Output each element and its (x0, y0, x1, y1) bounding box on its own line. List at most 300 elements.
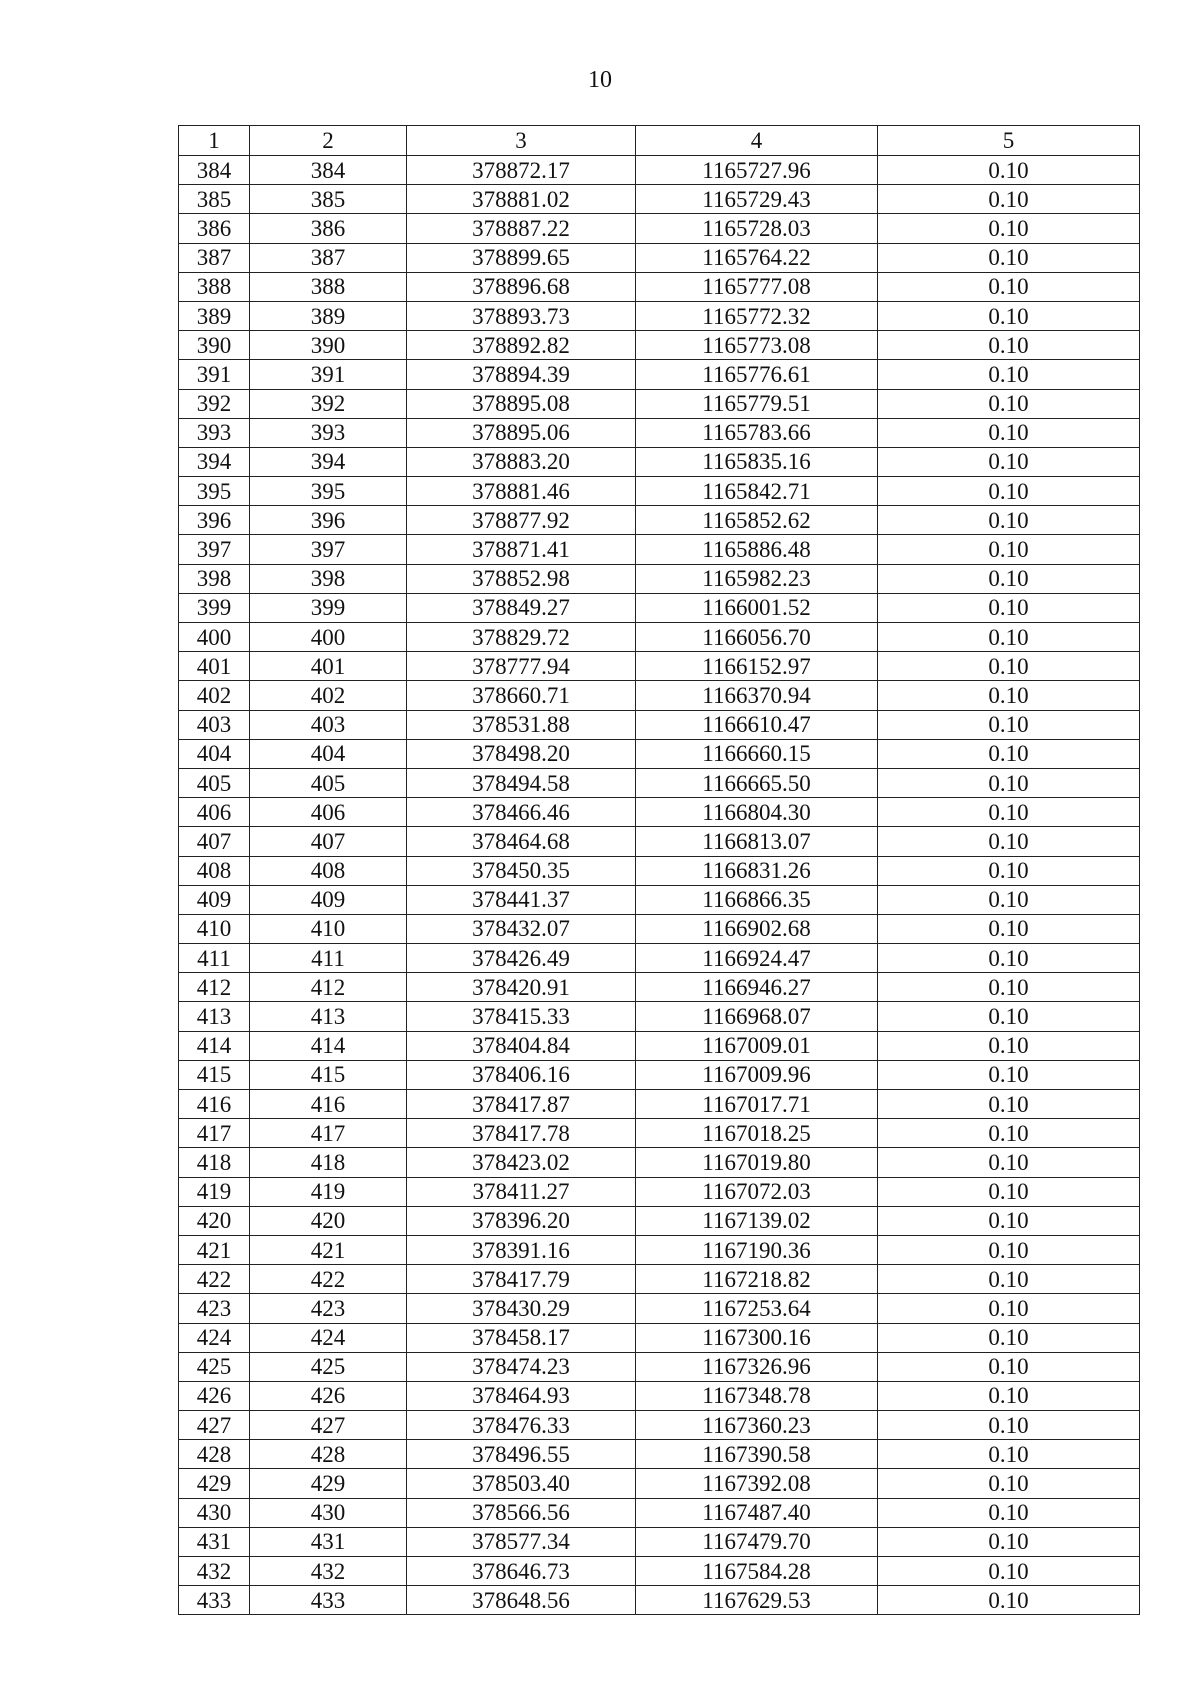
table-cell-col-1: 409 (179, 885, 250, 914)
table-cell-col-2: 416 (250, 1090, 407, 1119)
table-cell-col-3: 378464.93 (407, 1381, 636, 1410)
table-cell-col-2: 411 (250, 944, 407, 973)
table-cell-col-5: 0.10 (878, 1411, 1140, 1440)
table-cell-col-5: 0.10 (878, 710, 1140, 739)
table-cell-col-4: 1167139.02 (636, 1206, 878, 1235)
table-cell-col-2: 400 (250, 623, 407, 652)
table-cell-col-1: 428 (179, 1440, 250, 1469)
table-cell-col-1: 427 (179, 1411, 250, 1440)
table-cell-col-2: 417 (250, 1119, 407, 1148)
table-cell-col-2: 386 (250, 214, 407, 243)
table-cell-col-5: 0.10 (878, 185, 1140, 214)
table-cell-col-4: 1165773.08 (636, 331, 878, 360)
table-cell-col-5: 0.10 (878, 1469, 1140, 1498)
table-cell-col-1: 415 (179, 1060, 250, 1089)
table-row (179, 1177, 1140, 1206)
column-header-5: 5 (878, 126, 1140, 156)
table-row (179, 156, 1140, 185)
table-cell-col-1: 396 (179, 506, 250, 535)
table-cell-col-4: 1165779.51 (636, 389, 878, 418)
table-row (179, 243, 1140, 272)
table-cell-col-2: 418 (250, 1148, 407, 1177)
table-cell-col-2: 385 (250, 185, 407, 214)
table-cell-col-3: 378420.91 (407, 973, 636, 1002)
table-cell-col-4: 1167190.36 (636, 1235, 878, 1264)
table-cell-col-4: 1165852.62 (636, 506, 878, 535)
table-cell-col-1: 426 (179, 1381, 250, 1410)
table-cell-col-4: 1166056.70 (636, 623, 878, 652)
table-row (179, 973, 1140, 1002)
table-cell-col-3: 378899.65 (407, 243, 636, 272)
table-cell-col-5: 0.10 (878, 885, 1140, 914)
header-row (179, 126, 1140, 156)
table-cell-col-5: 0.10 (878, 1557, 1140, 1586)
table-row (179, 506, 1140, 535)
table-cell-col-1: 387 (179, 243, 250, 272)
table-cell-col-3: 378498.20 (407, 739, 636, 768)
table-cell-col-5: 0.10 (878, 360, 1140, 389)
table-cell-col-3: 378881.46 (407, 477, 636, 506)
table-row (179, 710, 1140, 739)
table-cell-col-4: 1167479.70 (636, 1527, 878, 1556)
table-cell-col-5: 0.10 (878, 1323, 1140, 1352)
table-cell-col-3: 378829.72 (407, 623, 636, 652)
table-cell-col-1: 413 (179, 1002, 250, 1031)
table-cell-col-2: 429 (250, 1469, 407, 1498)
table-row (179, 1498, 1140, 1527)
table-cell-col-4: 1166370.94 (636, 681, 878, 710)
column-header-4: 4 (636, 126, 878, 156)
table-cell-col-4: 1166152.97 (636, 652, 878, 681)
table-cell-col-1: 417 (179, 1119, 250, 1148)
table-cell-col-3: 378430.29 (407, 1294, 636, 1323)
table-cell-col-2: 410 (250, 914, 407, 943)
table-cell-col-4: 1165776.61 (636, 360, 878, 389)
table-cell-col-3: 378894.39 (407, 360, 636, 389)
table-row (179, 1060, 1140, 1089)
table-cell-col-5: 0.10 (878, 389, 1140, 418)
table-cell-col-5: 0.10 (878, 593, 1140, 622)
table-cell-col-2: 389 (250, 301, 407, 330)
table-cell-col-5: 0.10 (878, 623, 1140, 652)
table-cell-col-1: 391 (179, 360, 250, 389)
table-cell-col-5: 0.10 (878, 1119, 1140, 1148)
table-cell-col-3: 378466.46 (407, 798, 636, 827)
table-cell-col-5: 0.10 (878, 973, 1140, 1002)
table-cell-col-4: 1166804.30 (636, 798, 878, 827)
table-cell-col-5: 0.10 (878, 856, 1140, 885)
table-cell-col-2: 404 (250, 739, 407, 768)
table-cell-col-1: 403 (179, 710, 250, 739)
table-cell-col-2: 399 (250, 593, 407, 622)
table-cell-col-5: 0.10 (878, 1002, 1140, 1031)
table-row (179, 564, 1140, 593)
table-cell-col-4: 1167487.40 (636, 1498, 878, 1527)
table-cell-col-5: 0.10 (878, 1060, 1140, 1089)
table-cell-col-3: 378892.82 (407, 331, 636, 360)
table-cell-col-1: 422 (179, 1265, 250, 1294)
table-row (179, 1265, 1140, 1294)
table-row (179, 623, 1140, 652)
table-cell-col-4: 1167360.23 (636, 1411, 878, 1440)
table-cell-col-4: 1166660.15 (636, 739, 878, 768)
table-cell-col-1: 433 (179, 1586, 250, 1615)
table-cell-col-2: 394 (250, 447, 407, 476)
table-cell-col-5: 0.10 (878, 914, 1140, 943)
table-cell-col-4: 1165783.66 (636, 418, 878, 447)
table-cell-col-3: 378411.27 (407, 1177, 636, 1206)
table-cell-col-5: 0.10 (878, 1498, 1140, 1527)
table-cell-col-2: 391 (250, 360, 407, 389)
table-cell-col-3: 378404.84 (407, 1031, 636, 1060)
table-cell-col-4: 1166001.52 (636, 593, 878, 622)
table-cell-col-2: 420 (250, 1206, 407, 1235)
table-cell-col-1: 389 (179, 301, 250, 330)
table-cell-col-3: 378415.33 (407, 1002, 636, 1031)
table-cell-col-3: 378852.98 (407, 564, 636, 593)
table-cell-col-3: 378881.02 (407, 185, 636, 214)
table-cell-col-4: 1167017.71 (636, 1090, 878, 1119)
table-row (179, 739, 1140, 768)
table-cell-col-5: 0.10 (878, 1090, 1140, 1119)
table-row (179, 798, 1140, 827)
table-cell-col-2: 397 (250, 535, 407, 564)
table-cell-col-4: 1165835.16 (636, 447, 878, 476)
table-cell-col-2: 428 (250, 1440, 407, 1469)
table-cell-col-3: 378503.40 (407, 1469, 636, 1498)
page-number: 10 (588, 67, 612, 93)
table-cell-col-2: 425 (250, 1352, 407, 1381)
table-cell-col-5: 0.10 (878, 243, 1140, 272)
table-row (179, 1469, 1140, 1498)
table-cell-col-4: 1165842.71 (636, 477, 878, 506)
table-cell-col-1: 432 (179, 1557, 250, 1586)
table-cell-col-4: 1165727.96 (636, 156, 878, 185)
table-cell-col-1: 386 (179, 214, 250, 243)
table-cell-col-5: 0.10 (878, 1235, 1140, 1264)
table-cell-col-1: 405 (179, 768, 250, 797)
table-row (179, 214, 1140, 243)
table-cell-col-5: 0.10 (878, 418, 1140, 447)
table-cell-col-2: 414 (250, 1031, 407, 1060)
table-cell-col-1: 419 (179, 1177, 250, 1206)
table-cell-col-1: 425 (179, 1352, 250, 1381)
table-cell-col-3: 378426.49 (407, 944, 636, 973)
table-cell-col-4: 1165777.08 (636, 272, 878, 301)
table-row (179, 1557, 1140, 1586)
table-cell-col-2: 405 (250, 768, 407, 797)
table-cell-col-5: 0.10 (878, 739, 1140, 768)
table-cell-col-1: 407 (179, 827, 250, 856)
table-cell-col-2: 433 (250, 1586, 407, 1615)
table-cell-col-1: 423 (179, 1294, 250, 1323)
table-cell-col-5: 0.10 (878, 1265, 1140, 1294)
table-cell-col-3: 378872.17 (407, 156, 636, 185)
table-cell-col-2: 407 (250, 827, 407, 856)
table-row (179, 1527, 1140, 1556)
table-row (179, 593, 1140, 622)
table-row (179, 652, 1140, 681)
table-cell-col-3: 378474.23 (407, 1352, 636, 1381)
table-cell-col-4: 1167348.78 (636, 1381, 878, 1410)
table-cell-col-2: 390 (250, 331, 407, 360)
table-cell-col-4: 1167009.96 (636, 1060, 878, 1089)
table-cell-col-4: 1166968.07 (636, 1002, 878, 1031)
table-cell-col-2: 432 (250, 1557, 407, 1586)
table-cell-col-5: 0.10 (878, 652, 1140, 681)
table-cell-col-3: 378887.22 (407, 214, 636, 243)
coordinates-table (178, 125, 1140, 1615)
table-cell-col-1: 416 (179, 1090, 250, 1119)
table-row (179, 681, 1140, 710)
table-cell-col-5: 0.10 (878, 1381, 1140, 1410)
table-cell-col-4: 1167390.58 (636, 1440, 878, 1469)
table-cell-col-3: 378476.33 (407, 1411, 636, 1440)
table-cell-col-4: 1167253.64 (636, 1294, 878, 1323)
table-cell-col-5: 0.10 (878, 827, 1140, 856)
column-header-2: 2 (250, 126, 407, 156)
table-cell-col-5: 0.10 (878, 301, 1140, 330)
table-cell-col-3: 378423.02 (407, 1148, 636, 1177)
table-row (179, 389, 1140, 418)
table-cell-col-3: 378406.16 (407, 1060, 636, 1089)
table-row (179, 944, 1140, 973)
table-cell-col-3: 378450.35 (407, 856, 636, 885)
table-row (179, 418, 1140, 447)
table-cell-col-4: 1165728.03 (636, 214, 878, 243)
table-cell-col-2: 415 (250, 1060, 407, 1089)
table-cell-col-2: 408 (250, 856, 407, 885)
table-cell-col-3: 378877.92 (407, 506, 636, 535)
table-cell-col-4: 1167072.03 (636, 1177, 878, 1206)
table-row (179, 1323, 1140, 1352)
table-row (179, 447, 1140, 476)
table-cell-col-4: 1166902.68 (636, 914, 878, 943)
table-cell-col-4: 1167629.53 (636, 1586, 878, 1615)
table-cell-col-2: 427 (250, 1411, 407, 1440)
table-cell-col-3: 378646.73 (407, 1557, 636, 1586)
table-row (179, 827, 1140, 856)
table-cell-col-4: 1165886.48 (636, 535, 878, 564)
table-cell-col-4: 1166924.47 (636, 944, 878, 973)
table-cell-col-1: 384 (179, 156, 250, 185)
table-cell-col-5: 0.10 (878, 1177, 1140, 1206)
table-cell-col-4: 1167584.28 (636, 1557, 878, 1586)
table-cell-col-3: 378417.78 (407, 1119, 636, 1148)
table-cell-col-2: 387 (250, 243, 407, 272)
table-cell-col-3: 378849.27 (407, 593, 636, 622)
table-cell-col-3: 378391.16 (407, 1235, 636, 1264)
table-cell-col-3: 378432.07 (407, 914, 636, 943)
table-cell-col-5: 0.10 (878, 272, 1140, 301)
table-row (179, 535, 1140, 564)
table-cell-col-1: 408 (179, 856, 250, 885)
table-cell-col-2: 413 (250, 1002, 407, 1031)
table-cell-col-1: 412 (179, 973, 250, 1002)
table-cell-col-1: 388 (179, 272, 250, 301)
table-cell-col-5: 0.10 (878, 1352, 1140, 1381)
table-cell-col-5: 0.10 (878, 156, 1140, 185)
table-cell-col-4: 1167392.08 (636, 1469, 878, 1498)
table-row (179, 1119, 1140, 1148)
table-cell-col-4: 1166831.26 (636, 856, 878, 885)
table-cell-col-3: 378494.58 (407, 768, 636, 797)
table-cell-col-3: 378893.73 (407, 301, 636, 330)
table-cell-col-1: 394 (179, 447, 250, 476)
table-cell-col-5: 0.10 (878, 768, 1140, 797)
table-cell-col-3: 378417.79 (407, 1265, 636, 1294)
table-cell-col-5: 0.10 (878, 506, 1140, 535)
table-cell-col-1: 404 (179, 739, 250, 768)
table-cell-col-1: 429 (179, 1469, 250, 1498)
column-header-3: 3 (407, 126, 636, 156)
table-cell-col-2: 401 (250, 652, 407, 681)
table-cell-col-2: 423 (250, 1294, 407, 1323)
table-cell-col-4: 1167300.16 (636, 1323, 878, 1352)
table-cell-col-3: 378871.41 (407, 535, 636, 564)
table-cell-col-1: 398 (179, 564, 250, 593)
table-cell-col-1: 385 (179, 185, 250, 214)
table-cell-col-4: 1167019.80 (636, 1148, 878, 1177)
table-cell-col-1: 402 (179, 681, 250, 710)
table-cell-col-1: 401 (179, 652, 250, 681)
table-header (179, 126, 1140, 156)
table-row (179, 477, 1140, 506)
table-cell-col-5: 0.10 (878, 1527, 1140, 1556)
table-row (179, 885, 1140, 914)
table-cell-col-3: 378895.06 (407, 418, 636, 447)
table-cell-col-1: 424 (179, 1323, 250, 1352)
table-cell-col-4: 1165772.32 (636, 301, 878, 330)
table-cell-col-2: 398 (250, 564, 407, 593)
table-cell-col-2: 395 (250, 477, 407, 506)
table-cell-col-4: 1166665.50 (636, 768, 878, 797)
table-cell-col-3: 378464.68 (407, 827, 636, 856)
table-cell-col-2: 393 (250, 418, 407, 447)
table-body (179, 156, 1140, 1615)
table-cell-col-2: 396 (250, 506, 407, 535)
table-cell-col-4: 1167018.25 (636, 1119, 878, 1148)
table-cell-col-1: 420 (179, 1206, 250, 1235)
table-cell-col-4: 1165729.43 (636, 185, 878, 214)
table-row (179, 914, 1140, 943)
table-cell-col-4: 1166866.35 (636, 885, 878, 914)
table-cell-col-4: 1167009.01 (636, 1031, 878, 1060)
table-cell-col-4: 1165982.23 (636, 564, 878, 593)
table-cell-col-2: 384 (250, 156, 407, 185)
table-row (179, 360, 1140, 389)
table-cell-col-2: 426 (250, 1381, 407, 1410)
table-cell-col-3: 378896.68 (407, 272, 636, 301)
table-cell-col-2: 403 (250, 710, 407, 739)
table-row (179, 1002, 1140, 1031)
table-cell-col-3: 378417.87 (407, 1090, 636, 1119)
table-cell-col-3: 378458.17 (407, 1323, 636, 1352)
table-cell-col-1: 399 (179, 593, 250, 622)
table-cell-col-5: 0.10 (878, 331, 1140, 360)
table-cell-col-4: 1166813.07 (636, 827, 878, 856)
table-row (179, 856, 1140, 885)
table-cell-col-5: 0.10 (878, 564, 1140, 593)
table-cell-col-3: 378883.20 (407, 447, 636, 476)
table-cell-col-1: 395 (179, 477, 250, 506)
table-row (179, 301, 1140, 330)
table-row (179, 1090, 1140, 1119)
table-cell-col-3: 378577.34 (407, 1527, 636, 1556)
table-cell-col-3: 378660.71 (407, 681, 636, 710)
table-cell-col-3: 378441.37 (407, 885, 636, 914)
table-cell-col-5: 0.10 (878, 1294, 1140, 1323)
table-row (179, 331, 1140, 360)
table-row (179, 1031, 1140, 1060)
table-cell-col-2: 430 (250, 1498, 407, 1527)
table-cell-col-3: 378496.55 (407, 1440, 636, 1469)
table-cell-col-2: 392 (250, 389, 407, 418)
table-cell-col-1: 397 (179, 535, 250, 564)
table-cell-col-5: 0.10 (878, 1031, 1140, 1060)
table-cell-col-5: 0.10 (878, 1440, 1140, 1469)
table-cell-col-1: 410 (179, 914, 250, 943)
table-cell-col-1: 393 (179, 418, 250, 447)
table-cell-col-2: 412 (250, 973, 407, 1002)
table-row (179, 1586, 1140, 1615)
table-cell-col-4: 1166610.47 (636, 710, 878, 739)
table-cell-col-3: 378777.94 (407, 652, 636, 681)
table-row (179, 1440, 1140, 1469)
table-cell-col-5: 0.10 (878, 1586, 1140, 1615)
table-cell-col-4: 1167326.96 (636, 1352, 878, 1381)
table-cell-col-1: 421 (179, 1235, 250, 1264)
table-row (179, 1381, 1140, 1410)
table-cell-col-5: 0.10 (878, 1206, 1140, 1235)
table-cell-col-4: 1167218.82 (636, 1265, 878, 1294)
table-cell-col-1: 430 (179, 1498, 250, 1527)
table-cell-col-3: 378396.20 (407, 1206, 636, 1235)
table-row (179, 768, 1140, 797)
table-cell-col-5: 0.10 (878, 681, 1140, 710)
table-cell-col-1: 400 (179, 623, 250, 652)
table-cell-col-5: 0.10 (878, 798, 1140, 827)
table-cell-col-1: 431 (179, 1527, 250, 1556)
table-row (179, 1352, 1140, 1381)
table-cell-col-1: 414 (179, 1031, 250, 1060)
table-row (179, 1411, 1140, 1440)
table-cell-col-2: 388 (250, 272, 407, 301)
table-cell-col-3: 378648.56 (407, 1586, 636, 1615)
table-cell-col-5: 0.10 (878, 1148, 1140, 1177)
table-row (179, 1148, 1140, 1177)
table-cell-col-2: 406 (250, 798, 407, 827)
table-cell-col-3: 378895.08 (407, 389, 636, 418)
table-cell-col-1: 418 (179, 1148, 250, 1177)
column-header-1: 1 (179, 126, 250, 156)
table-cell-col-2: 409 (250, 885, 407, 914)
table-cell-col-4: 1165764.22 (636, 243, 878, 272)
table-cell-col-5: 0.10 (878, 214, 1140, 243)
table-cell-col-5: 0.10 (878, 944, 1140, 973)
table-cell-col-5: 0.10 (878, 477, 1140, 506)
table-row (179, 272, 1140, 301)
table-cell-col-2: 421 (250, 1235, 407, 1264)
table-row (179, 1206, 1140, 1235)
table-row (179, 185, 1140, 214)
table-cell-col-2: 422 (250, 1265, 407, 1294)
table-cell-col-1: 390 (179, 331, 250, 360)
table-cell-col-3: 378566.56 (407, 1498, 636, 1527)
table-cell-col-1: 406 (179, 798, 250, 827)
table-cell-col-4: 1166946.27 (636, 973, 878, 1002)
table-cell-col-3: 378531.88 (407, 710, 636, 739)
